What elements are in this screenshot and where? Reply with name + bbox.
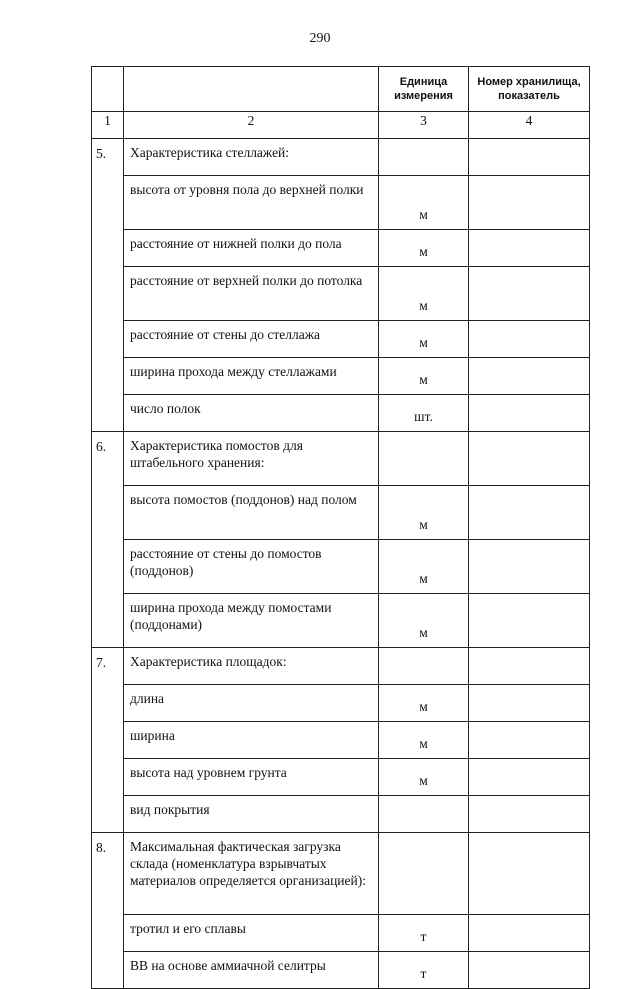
unit-cell xyxy=(379,139,469,176)
page-number: 290 xyxy=(309,31,331,46)
header-row xyxy=(92,67,590,112)
unit-cell xyxy=(379,432,469,486)
table-row xyxy=(92,321,590,358)
unit-cell xyxy=(379,796,469,833)
storage-characteristics-table xyxy=(91,66,590,989)
row-label: ширина xyxy=(124,722,379,759)
section-number: 5. xyxy=(92,139,124,432)
value-cell xyxy=(469,648,590,685)
table-row xyxy=(92,915,590,952)
unit-cell: м xyxy=(379,722,469,759)
table-row xyxy=(92,540,590,594)
section-title: Максимальная фактическая загрузка склада (номенклатура взрывчатых материалов определяется организацией): xyxy=(124,833,379,915)
unit-cell: м xyxy=(379,321,469,358)
table-row xyxy=(92,486,590,540)
value-cell xyxy=(469,796,590,833)
section-number: 6. xyxy=(92,432,124,648)
row-label: расстояние от верхней полки до потолка xyxy=(124,267,379,321)
section-number: 8. xyxy=(92,833,124,989)
unit-cell: м xyxy=(379,176,469,230)
unit-cell: т xyxy=(379,952,469,989)
value-cell xyxy=(469,230,590,267)
column-number: 2 xyxy=(124,112,379,139)
row-label: вид покрытия xyxy=(124,796,379,833)
value-cell xyxy=(469,722,590,759)
row-label: расстояние от стены до стеллажа xyxy=(124,321,379,358)
column-number: 3 xyxy=(379,112,469,139)
value-cell xyxy=(469,685,590,722)
table-row xyxy=(92,139,590,176)
unit-cell: шт. xyxy=(379,395,469,432)
table-row xyxy=(92,759,590,796)
value-cell xyxy=(469,540,590,594)
unit-cell: м xyxy=(379,594,469,648)
column-number: 1 xyxy=(92,112,124,139)
value-cell xyxy=(469,915,590,952)
header-storage-number: Номер хранилища, показатель xyxy=(469,67,590,112)
table-row xyxy=(92,685,590,722)
unit-cell xyxy=(379,833,469,915)
row-label: расстояние от стены до помостов (поддонов) xyxy=(124,540,379,594)
unit-cell: м xyxy=(379,358,469,395)
table-row xyxy=(92,648,590,685)
table-row xyxy=(92,432,590,486)
header-unit: Единица измерения xyxy=(379,67,469,112)
header-cell-name xyxy=(124,67,379,112)
header-cell-number xyxy=(92,67,124,112)
table-row xyxy=(92,796,590,833)
row-label: ВВ на основе аммиачной селитры xyxy=(124,952,379,989)
table-row xyxy=(92,230,590,267)
section-title: Характеристика стеллажей: xyxy=(124,139,379,176)
unit-cell: т xyxy=(379,915,469,952)
value-cell xyxy=(469,176,590,230)
value-cell xyxy=(469,759,590,796)
value-cell xyxy=(469,321,590,358)
row-label: высота от уровня пола до верхней полки xyxy=(124,176,379,230)
unit-cell: м xyxy=(379,759,469,796)
row-label: расстояние от нижней полки до пола xyxy=(124,230,379,267)
unit-cell: м xyxy=(379,486,469,540)
value-cell xyxy=(469,358,590,395)
table-row xyxy=(92,267,590,321)
table-row xyxy=(92,395,590,432)
row-label: длина xyxy=(124,685,379,722)
value-cell xyxy=(469,267,590,321)
row-label: ширина прохода между стеллажами xyxy=(124,358,379,395)
section-title: Характеристика площадок: xyxy=(124,648,379,685)
table-row xyxy=(92,594,590,648)
column-number-row xyxy=(92,112,590,139)
row-label: число полок xyxy=(124,395,379,432)
row-label: ширина прохода между помостами (поддонами) xyxy=(124,594,379,648)
table-row xyxy=(92,952,590,989)
value-cell xyxy=(469,486,590,540)
value-cell xyxy=(469,833,590,915)
value-cell xyxy=(469,432,590,486)
table-row xyxy=(92,722,590,759)
value-cell xyxy=(469,139,590,176)
row-label: высота над уровнем грунта xyxy=(124,759,379,796)
table-row xyxy=(92,176,590,230)
section-number: 7. xyxy=(92,648,124,833)
section-title: Характеристика помостов для штабельного хранения: xyxy=(124,432,379,486)
unit-cell: м xyxy=(379,230,469,267)
value-cell xyxy=(469,395,590,432)
row-label: тротил и его сплавы xyxy=(124,915,379,952)
unit-cell xyxy=(379,648,469,685)
value-cell xyxy=(469,952,590,989)
column-number: 4 xyxy=(469,112,590,139)
table-row xyxy=(92,358,590,395)
unit-cell: м xyxy=(379,685,469,722)
table-row xyxy=(92,833,590,915)
unit-cell: м xyxy=(379,267,469,321)
unit-cell: м xyxy=(379,540,469,594)
row-label: высота помостов (поддонов) над полом xyxy=(124,486,379,540)
value-cell xyxy=(469,594,590,648)
